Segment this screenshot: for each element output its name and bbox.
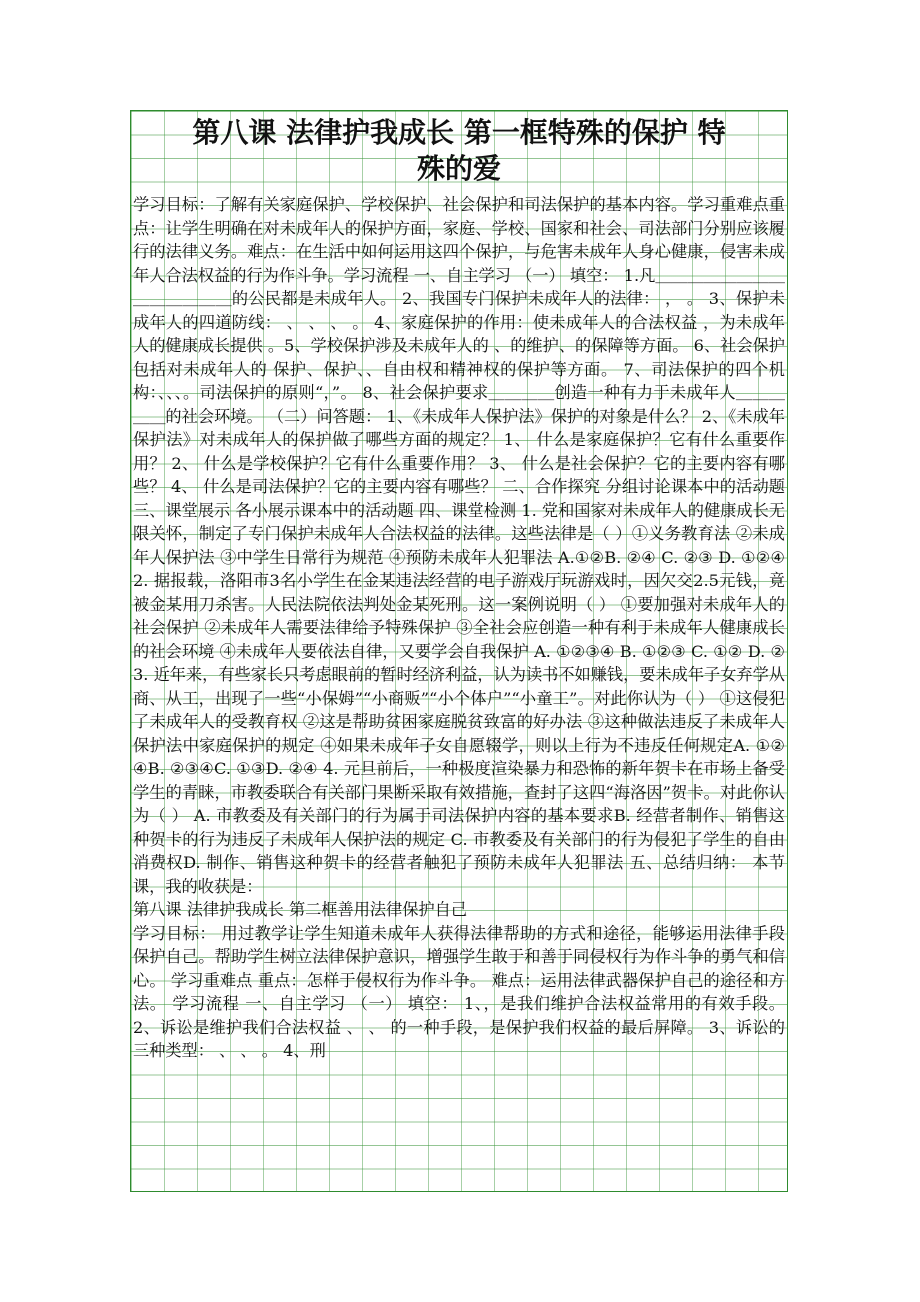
- document-body: [131, 193, 787, 1063]
- title-line-1: 第八课 法律护我成长 第一框特殊的保护 特: [192, 116, 726, 149]
- paragraph-lesson-one: 学习目标：了解有关家庭保护、学校保护、社会保护和司法保护的基本内容。学习重难点重点：让学生明确在对未成年人的保护方面，家庭、学校、国家和社会、司法部门分别应该履行的法律义务。难点：在生活中如何运用这四个保护，与危害未成年人身心健康，侵害未成年人合法权益的行为作斗争。学习流程 一、自主学习 （一） 填空： 1.凡＿＿＿＿＿＿＿＿＿＿＿＿＿＿的公民都是未成年人。 2、我国专门保护未成年人的法律： ， 。 3、保护未成年人的四道防线： 、 、 、 。 4、家庭保护的作用：使未成年人的合法权益 ，为未成年人的健康成长提供 。5、学校保护涉及未成年人的 、的维护、的保障等方面。 6、社会保护包括对未成年人的 保护、保护、、自由权和精神权的保护等方面。 7、司法保护的四个机构：、、、。司法保护的原则“，”。 8、社会保护要求＿＿＿＿创造一种有力于未成年人＿＿＿＿＿的社会环境。 （二）问答题： 1、《未成年人保护法》保护的对象是什么？ 2、《未成年保护法》对未成年人的保护做了哪些方面的规定？ 1、 什么是家庭保护？它有什么重要作用？ 2、 什么是学校保护？它有什么重要作用？ 3、 什么是社会保护？它的主要内容有哪些？ 4、 什么是司法保护？它的主要内容有哪些？ 二、合作探究 分组讨论课本中的活动题 三、课堂展示 各小展示课本中的活动题 四、课堂检测 1. 党和国家对未成年人的健康成长无限关怀，制定了专门保护未成年人合法权益的法律。这些法律是（ ）①义务教育法 ②未成年人保护法 ③中学生日常行为规范 ④预防未成年人犯罪法 A.①②B. ②④ C. ②③ D. ①②④ 2. 据报载，洛阳市3名小学生在金某违法经营的电子游戏厅玩游戏时，因欠交2.5元钱，竟被金某用刀杀害。人民法院依法判处金某死刑。这一案例说明（ ） ①要加强对未成年人的社会保护 ②未成年人需要法律给予特殊保护 ③全社会应创造一种有利于未成年人健康成长的社会环境 ④未成年人要依法自律，又要学会自我保护 A. ①②③④ B. ①②③ C. ①② D. ② 3. 近年来，有些家长只考虑眼前的暂时经济利益，认为读书不如赚钱，要未成年子女弃学从商、从工，出现了一些“小保姆”“小商贩”“小个体户”“小童工”。对此你认为（ ） ①这侵犯了未成年人的受教育权 ②这是帮助贫困家庭脱贫致富的好办法 ③这种做法违反了未成年人保护法中家庭保护的规定 ④如果未成年子女自愿辍学，则以上行为不违反任何规定A. ①②④B. ②③④C. ①③D. ②④ 4. 元旦前后，一种极度渲染暴力和恐怖的新年贺卡在市场上备受学生的青睐，市教委联合有关部门果断采取有效措施，查封了这四“海洛因”贺卡。对此你认为（ ） A. 市教委及有关部门的行为属于司法保护内容的基本要求B. 经营者制作、销售这种贺卡的行为违反了未成年人保护法的规定 C. 市教委及有关部门的行为侵犯了学生的自由消费权D. 制作、销售这种贺卡的经营者触犯了预防未成年人犯罪法 五、总结归纳： 本节课，我的收获是：: [133, 195, 785, 896]
- subheading-lesson-two: 第八课 法律护我成长 第二框善用法律保护自己: [133, 900, 468, 919]
- document-title: [131, 115, 787, 187]
- title-line-2: 殊的爱: [416, 152, 501, 185]
- paragraph-lesson-two: 学习目标： 用过教学让学生知道未成年人获得法律帮助的方式和途径，能够运用法律手段保护自己。帮助学生树立法律保护意识，增强学生敢于和善于同侵权行为作斗争的勇气和信心。 学习重难点 重点：怎样于侵权行为作斗争。 难点：运用法律武器保护自己的途径和方法。 学习流程 一、自主学习 （一） 填空： 1、，是我们维护合法权益常用的有效手段。 2、诉讼是维护我们合法权益 、 、 的一种手段，是保护我们权益的最后屏障。 3、诉讼的三种类型： 、 、 。 4、刑: [133, 923, 785, 1060]
- document-page: [130, 110, 788, 1192]
